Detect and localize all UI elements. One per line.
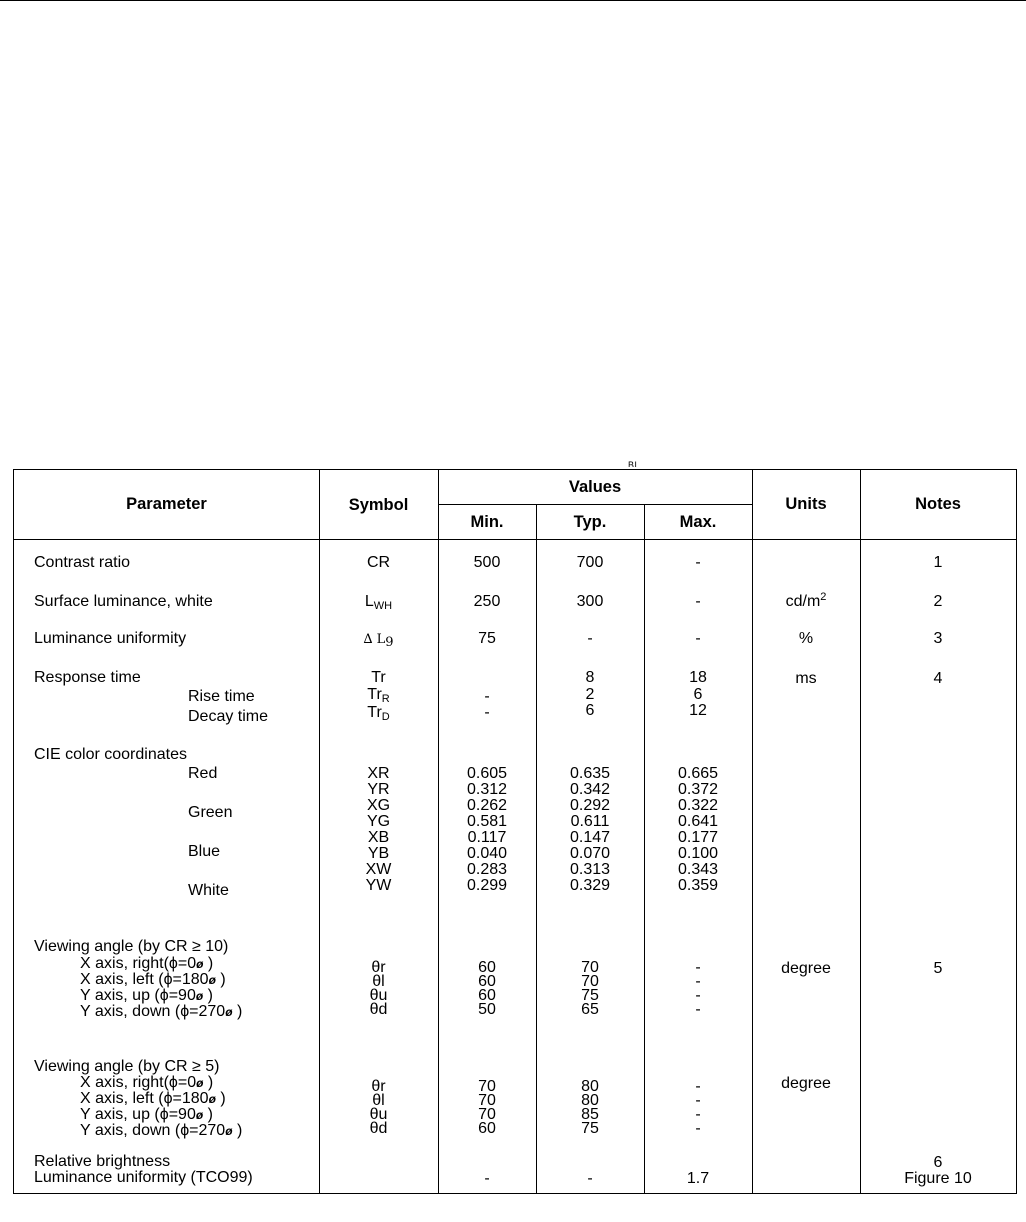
view5-axis: X axis, left (ϕ=180ø ) <box>80 1090 226 1107</box>
view5-axis: X axis, right(ϕ=0ø ) <box>80 1074 214 1091</box>
symbol-contrast: CR <box>366 554 391 571</box>
view5-min: 60 <box>478 1120 496 1137</box>
max-uniformity: - <box>695 630 701 647</box>
cie-max: 0.100 <box>677 845 719 862</box>
param-view10: Viewing angle (by CR ≥ 10) <box>34 938 229 955</box>
header-notes: Notes <box>915 495 961 513</box>
view5-max: - <box>695 1106 701 1123</box>
cie-typ: 0.635 <box>569 765 611 782</box>
param-view5: Viewing angle (by CR ≥ 5) <box>34 1058 220 1075</box>
cie-min: 0.299 <box>466 877 508 894</box>
cie-min: 0.040 <box>466 845 508 862</box>
min-contrast: 500 <box>473 554 501 571</box>
cie-max: 0.343 <box>677 861 719 878</box>
symbol-response: Tr <box>371 669 386 686</box>
view5-typ: 85 <box>581 1106 599 1123</box>
param-decay-time: Decay time <box>188 708 269 725</box>
cie-symbol: YW <box>365 877 392 894</box>
cie-typ: 0.292 <box>569 797 611 814</box>
view10-axis: X axis, right(ϕ=0ø ) <box>80 955 214 972</box>
view10-typ: 70 <box>581 959 599 976</box>
view5-min: 70 <box>478 1078 496 1095</box>
view10-min: 60 <box>478 973 496 990</box>
param-contrast: Contrast ratio <box>34 554 131 571</box>
units-view5: degree <box>781 1075 831 1092</box>
view5-min: 70 <box>478 1092 496 1109</box>
typ-surface: 300 <box>576 593 604 610</box>
view5-max: - <box>695 1078 701 1095</box>
param-cie: CIE color coordinates <box>34 746 187 763</box>
cie-typ: 0.329 <box>569 877 611 894</box>
top-rule <box>0 0 1026 1</box>
view5-min: 70 <box>478 1106 496 1123</box>
max-decay: 12 <box>689 702 707 719</box>
typ-rise: 2 <box>585 686 595 703</box>
param-response: Response time <box>34 669 141 686</box>
cie-max: 0.665 <box>677 765 719 782</box>
cie-symbol: XG <box>366 797 391 814</box>
view10-max: - <box>695 987 701 1004</box>
cie-label-red: Red <box>188 765 218 782</box>
param-surface: Surface luminance, white <box>34 593 213 610</box>
view5-max: - <box>695 1120 701 1137</box>
typ-contrast: 700 <box>576 554 604 571</box>
view10-typ: 65 <box>581 1001 599 1018</box>
typ-decay: 6 <box>585 702 595 719</box>
cie-symbol: XB <box>367 829 390 846</box>
cie-max: 0.641 <box>677 813 719 830</box>
view5-symbol: θd <box>369 1120 388 1137</box>
notes-uniformity: 3 <box>933 630 943 647</box>
cie-max: 0.359 <box>677 877 719 894</box>
max-contrast: - <box>695 554 701 571</box>
view10-axis: Y axis, down (ϕ=270ø ) <box>80 1003 243 1020</box>
view5-symbol: θu <box>369 1106 388 1123</box>
min-uniformity: 75 <box>478 630 496 647</box>
cie-max: 0.177 <box>677 829 719 846</box>
cie-min: 0.581 <box>466 813 508 830</box>
view10-max: - <box>695 973 701 990</box>
header-parameter: Parameter <box>126 495 207 513</box>
cie-symbol: YG <box>366 813 391 830</box>
view10-axis: Y axis, up (ϕ=90ø ) <box>80 987 213 1004</box>
units-response: ms <box>795 670 817 687</box>
view10-symbol: θu <box>369 987 388 1004</box>
view10-min: 60 <box>478 987 496 1004</box>
cie-min: 0.312 <box>466 781 508 798</box>
min-relative: - <box>484 1170 490 1187</box>
view5-typ: 75 <box>581 1120 599 1137</box>
optical-characteristics-table <box>13 469 1017 1194</box>
view10-typ: 70 <box>581 973 599 990</box>
min-surface: 250 <box>473 593 501 610</box>
symbol-rise: $Tr_R$ <box>367 686 390 705</box>
view10-symbol: θd <box>369 1001 388 1018</box>
notes-response: 4 <box>933 670 943 687</box>
param-rise-time: Rise time <box>188 688 255 705</box>
cie-label-white: White <box>188 882 229 899</box>
max-rise: 6 <box>693 686 703 703</box>
param-relative-brightness: Relative brightness <box>34 1153 171 1170</box>
view5-typ: 80 <box>581 1078 599 1095</box>
clipped-heading-fragment: BL <box>628 461 641 467</box>
view10-max: - <box>695 959 701 976</box>
cie-symbol: YB <box>367 845 390 862</box>
cie-label-blue: Blue <box>188 843 221 860</box>
cie-min: 0.283 <box>466 861 508 878</box>
cie-typ: 0.313 <box>569 861 611 878</box>
view10-max: - <box>695 1001 701 1018</box>
header-values: Values <box>568 478 622 496</box>
typ-response: 8 <box>585 669 595 686</box>
notes-figure: Figure 10 <box>904 1170 972 1187</box>
cie-typ: 0.147 <box>569 829 611 846</box>
view5-axis: Y axis, up (ϕ=90ø ) <box>80 1106 213 1123</box>
symbol-uniformity: ∆ $L_9$ <box>363 632 394 650</box>
cie-min: 0.605 <box>466 765 508 782</box>
view5-typ: 80 <box>581 1092 599 1109</box>
notes-relative: 6 <box>933 1154 943 1171</box>
cie-symbol: YR <box>367 781 390 798</box>
cie-typ: 0.611 <box>570 813 610 830</box>
cie-label-green: Green <box>188 804 233 821</box>
view10-axis: X axis, left (ϕ=180ø ) <box>80 971 226 988</box>
view10-min: 60 <box>478 959 496 976</box>
param-uniformity: Luminance uniformity <box>34 630 187 647</box>
view5-symbol: θr <box>371 1078 386 1095</box>
cie-min: 0.117 <box>467 829 507 846</box>
notes-view10: 5 <box>933 960 943 977</box>
header-units: Units <box>785 495 827 513</box>
view10-symbol: θr <box>371 959 386 976</box>
cie-min: 0.262 <box>466 797 508 814</box>
symbol-surface: $L_{WH}$ <box>364 593 393 612</box>
view5-symbol: θl <box>372 1092 385 1109</box>
view10-typ: 75 <box>581 987 599 1004</box>
max-response: 18 <box>689 669 707 686</box>
view5-max: - <box>695 1092 701 1109</box>
notes-surface: 2 <box>933 593 943 610</box>
units-uniformity: % <box>798 630 814 647</box>
max-surface: - <box>695 593 701 610</box>
cie-symbol: XR <box>367 765 390 782</box>
header-max: Max. <box>679 513 717 531</box>
header-min: Min. <box>470 513 504 531</box>
param-uniformity-tco99: Luminance uniformity (TCO99) <box>34 1169 253 1186</box>
notes-contrast: 1 <box>933 554 943 571</box>
view10-symbol: θl <box>372 973 385 990</box>
header-symbol: Symbol <box>348 496 409 514</box>
units-surface: $cd/m^2$ <box>785 591 827 610</box>
cie-typ: 0.342 <box>569 781 611 798</box>
cie-symbol: XW <box>365 861 392 878</box>
typ-relative: - <box>587 1170 593 1187</box>
header-bottom-rule <box>14 539 1016 540</box>
typ-uniformity: - <box>587 630 593 647</box>
view5-axis: Y axis, down (ϕ=270ø ) <box>80 1122 243 1139</box>
min-decay: - <box>484 704 490 721</box>
header-typ: Typ. <box>573 513 607 531</box>
cie-max: 0.372 <box>677 781 719 798</box>
cie-max: 0.322 <box>677 797 719 814</box>
cie-typ: 0.070 <box>569 845 611 862</box>
values-divider <box>438 504 752 505</box>
view10-min: 50 <box>478 1001 496 1018</box>
min-rise: - <box>484 688 490 705</box>
units-view10: degree <box>781 960 831 977</box>
symbol-decay: $Tr_D$ <box>367 704 390 723</box>
max-relative: 1.7 <box>686 1170 710 1187</box>
